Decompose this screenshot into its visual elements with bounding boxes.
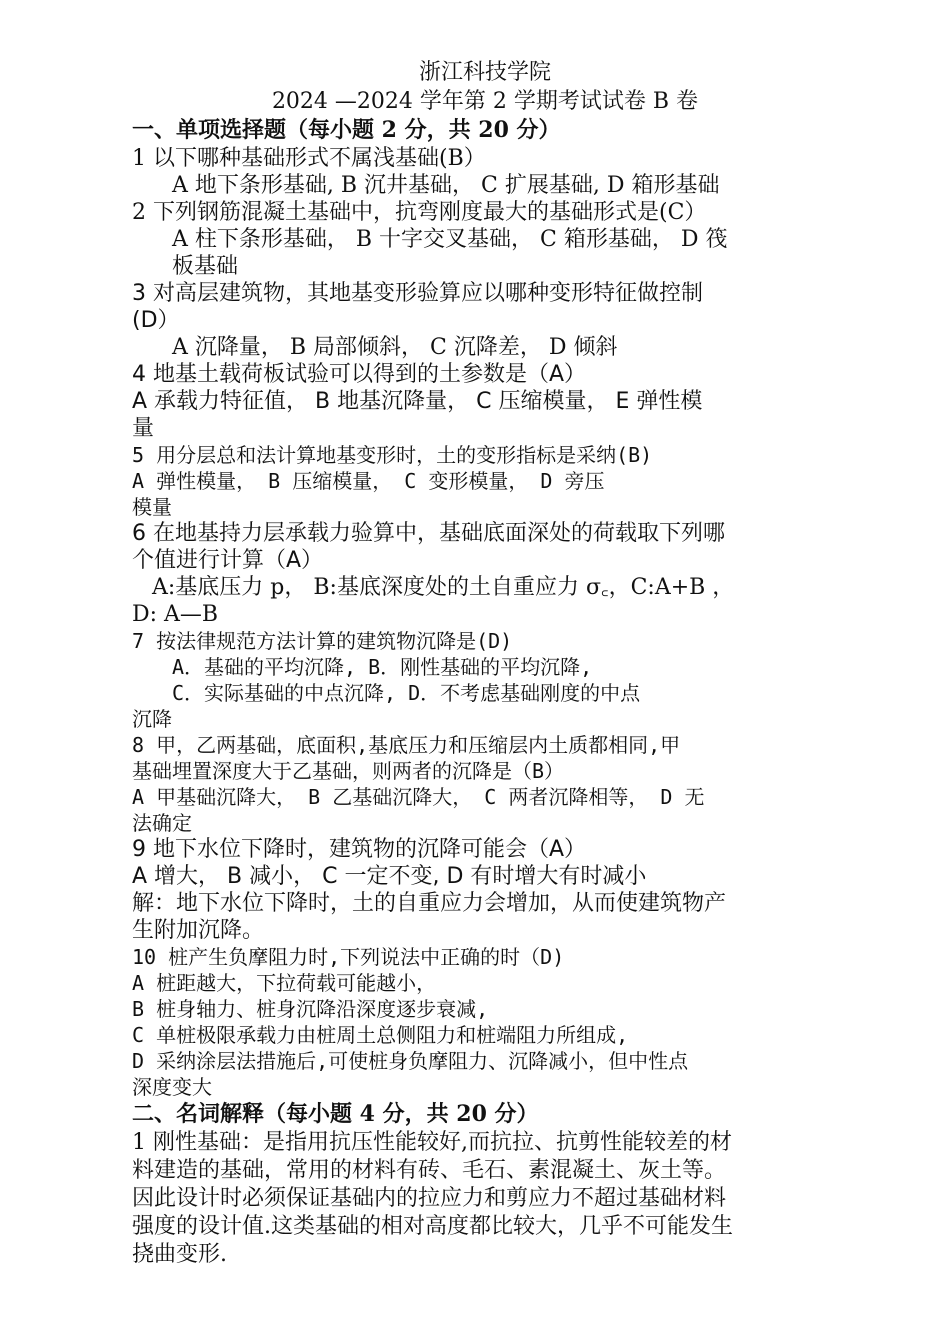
question-6-options: A:基底压力 p， B:基底深度处的土自重应力 σ꜀，C:A+B ， xyxy=(152,575,735,600)
question-7-options-cd: C．实际基础的中点沉降, D．不考虑基础刚度的中点 xyxy=(172,681,641,705)
question-9-explanation: 解：地下水位下降时，土的自重应力会增加，从而使建筑物产 xyxy=(132,891,727,916)
question-6-options-cont: D: A—B xyxy=(132,602,219,627)
question-4: 4 地基土载荷板试验可以得到的土参数是（A） xyxy=(132,362,587,387)
question-10-option-a: A 桩距越大，下拉荷载可能越小， xyxy=(132,971,437,995)
question-9: 9 地下水位下降时，建筑物的沉降可能会（A） xyxy=(132,837,587,862)
question-2-options: A 柱下条形基础， B 十字交叉基础， C 箱形基础， D 筏 xyxy=(172,227,728,252)
question-8-cont: 基础埋置深度大于乙基础，则两者的沉降是（B） xyxy=(132,759,565,783)
question-9-options: A 增大， B 减小， C 一定不变, D 有时增大有时减小 xyxy=(132,864,647,889)
definition-1-line-5: 挠曲变形. xyxy=(132,1242,227,1267)
question-10-option-d: D 采纳涂层法措施后,可使桩身负摩阻力、沉降减小，但中性点 xyxy=(132,1049,689,1073)
definition-1: 1 刚性基础：是指用抗压性能较好,而抗拉、抗剪性能较差的材 xyxy=(132,1130,732,1155)
question-9-explanation-cont: 生附加沉降。 xyxy=(132,918,265,943)
question-2-options-cont: 板基础 xyxy=(172,254,239,279)
question-8: 8 甲，乙两基础，底面积,基底压力和压缩层内土质都相同,甲 xyxy=(132,733,681,757)
question-10: 10 桩产生负摩阻力时,下列说法中正确的时（D) xyxy=(132,945,565,969)
question-5-options: A 弹性模量， B 压缩模量， C 变形模量， D 旁压 xyxy=(132,469,605,493)
question-7-options-cont: 沉降 xyxy=(132,707,172,731)
question-6: 6 在地基持力层承载力验算中，基础底面深处的荷载取下列哪 xyxy=(132,521,725,546)
question-1: 1 以下哪种基础形式不属浅基础(B） xyxy=(132,146,486,171)
question-3-options: A 沉降量， B 局部倾斜， C 沉降差， D 倾斜 xyxy=(172,335,618,360)
question-3: 3 对高层建筑物，其地基变形验算应以哪种变形特征做控制 xyxy=(132,281,703,306)
question-10-option-b: B 桩身轴力、桩身沉降沿深度逐步衰减, xyxy=(132,997,489,1021)
question-4-options-cont: 量 xyxy=(132,416,155,441)
question-2: 2 下列钢筋混凝土基础中，抗弯刚度最大的基础形式是(C） xyxy=(132,200,707,225)
school-title: 浙江科技学院 xyxy=(418,60,551,85)
question-8-options-cont: 法确定 xyxy=(132,811,192,835)
exam-title: 2024 —2024 学年第 2 学期考试试卷 B 卷 xyxy=(271,89,699,114)
definition-1-line-4: 强度的设计值.这类基础的相对高度都比较大，几乎不可能发生 xyxy=(132,1214,733,1239)
question-7-options-ab: A．基础的平均沉降, B．刚性基础的平均沉降, xyxy=(172,655,593,679)
exam-page xyxy=(132,58,838,1269)
question-3-cont: (D） xyxy=(132,308,180,333)
definition-1-line-3: 因此设计时必须保证基础内的拉应力和剪应力不超过基础材料 xyxy=(132,1186,727,1211)
section-heading-single-choice: 一、单项选择题（每小题 2 分，共 20 分） xyxy=(132,117,561,143)
question-10-option-c: C 单桩极限承载力由桩周土总侧阻力和桩端阻力所组成, xyxy=(132,1023,629,1047)
definition-1-line-2: 料建造的基础，常用的材料有砖、毛石、素混凝土、灰土等。 xyxy=(132,1158,727,1183)
question-7: 7 按法律规范方法计算的建筑物沉降是(D) xyxy=(132,629,513,653)
section-heading-definitions: 二、名词解释（每小题 4 分，共 20 分） xyxy=(132,1101,539,1127)
question-4-options: A 承载力特征值， B 地基沉降量， C 压缩模量， E 弹性模 xyxy=(132,389,703,414)
question-6-cont: 个值进行计算（A） xyxy=(132,548,324,573)
question-10-option-d-cont: 深度变大 xyxy=(132,1075,212,1099)
question-5: 5 用分层总和法计算地基变形时，土的变形指标是采纳(B) xyxy=(132,443,653,467)
question-8-options: A 甲基础沉降大， B 乙基础沉降大， C 两者沉降相等， D 无 xyxy=(132,785,705,809)
question-5-options-cont: 模量 xyxy=(132,495,172,519)
question-1-options: A 地下条形基础, B 沉井基础， C 扩展基础, D 箱形基础 xyxy=(172,173,720,198)
